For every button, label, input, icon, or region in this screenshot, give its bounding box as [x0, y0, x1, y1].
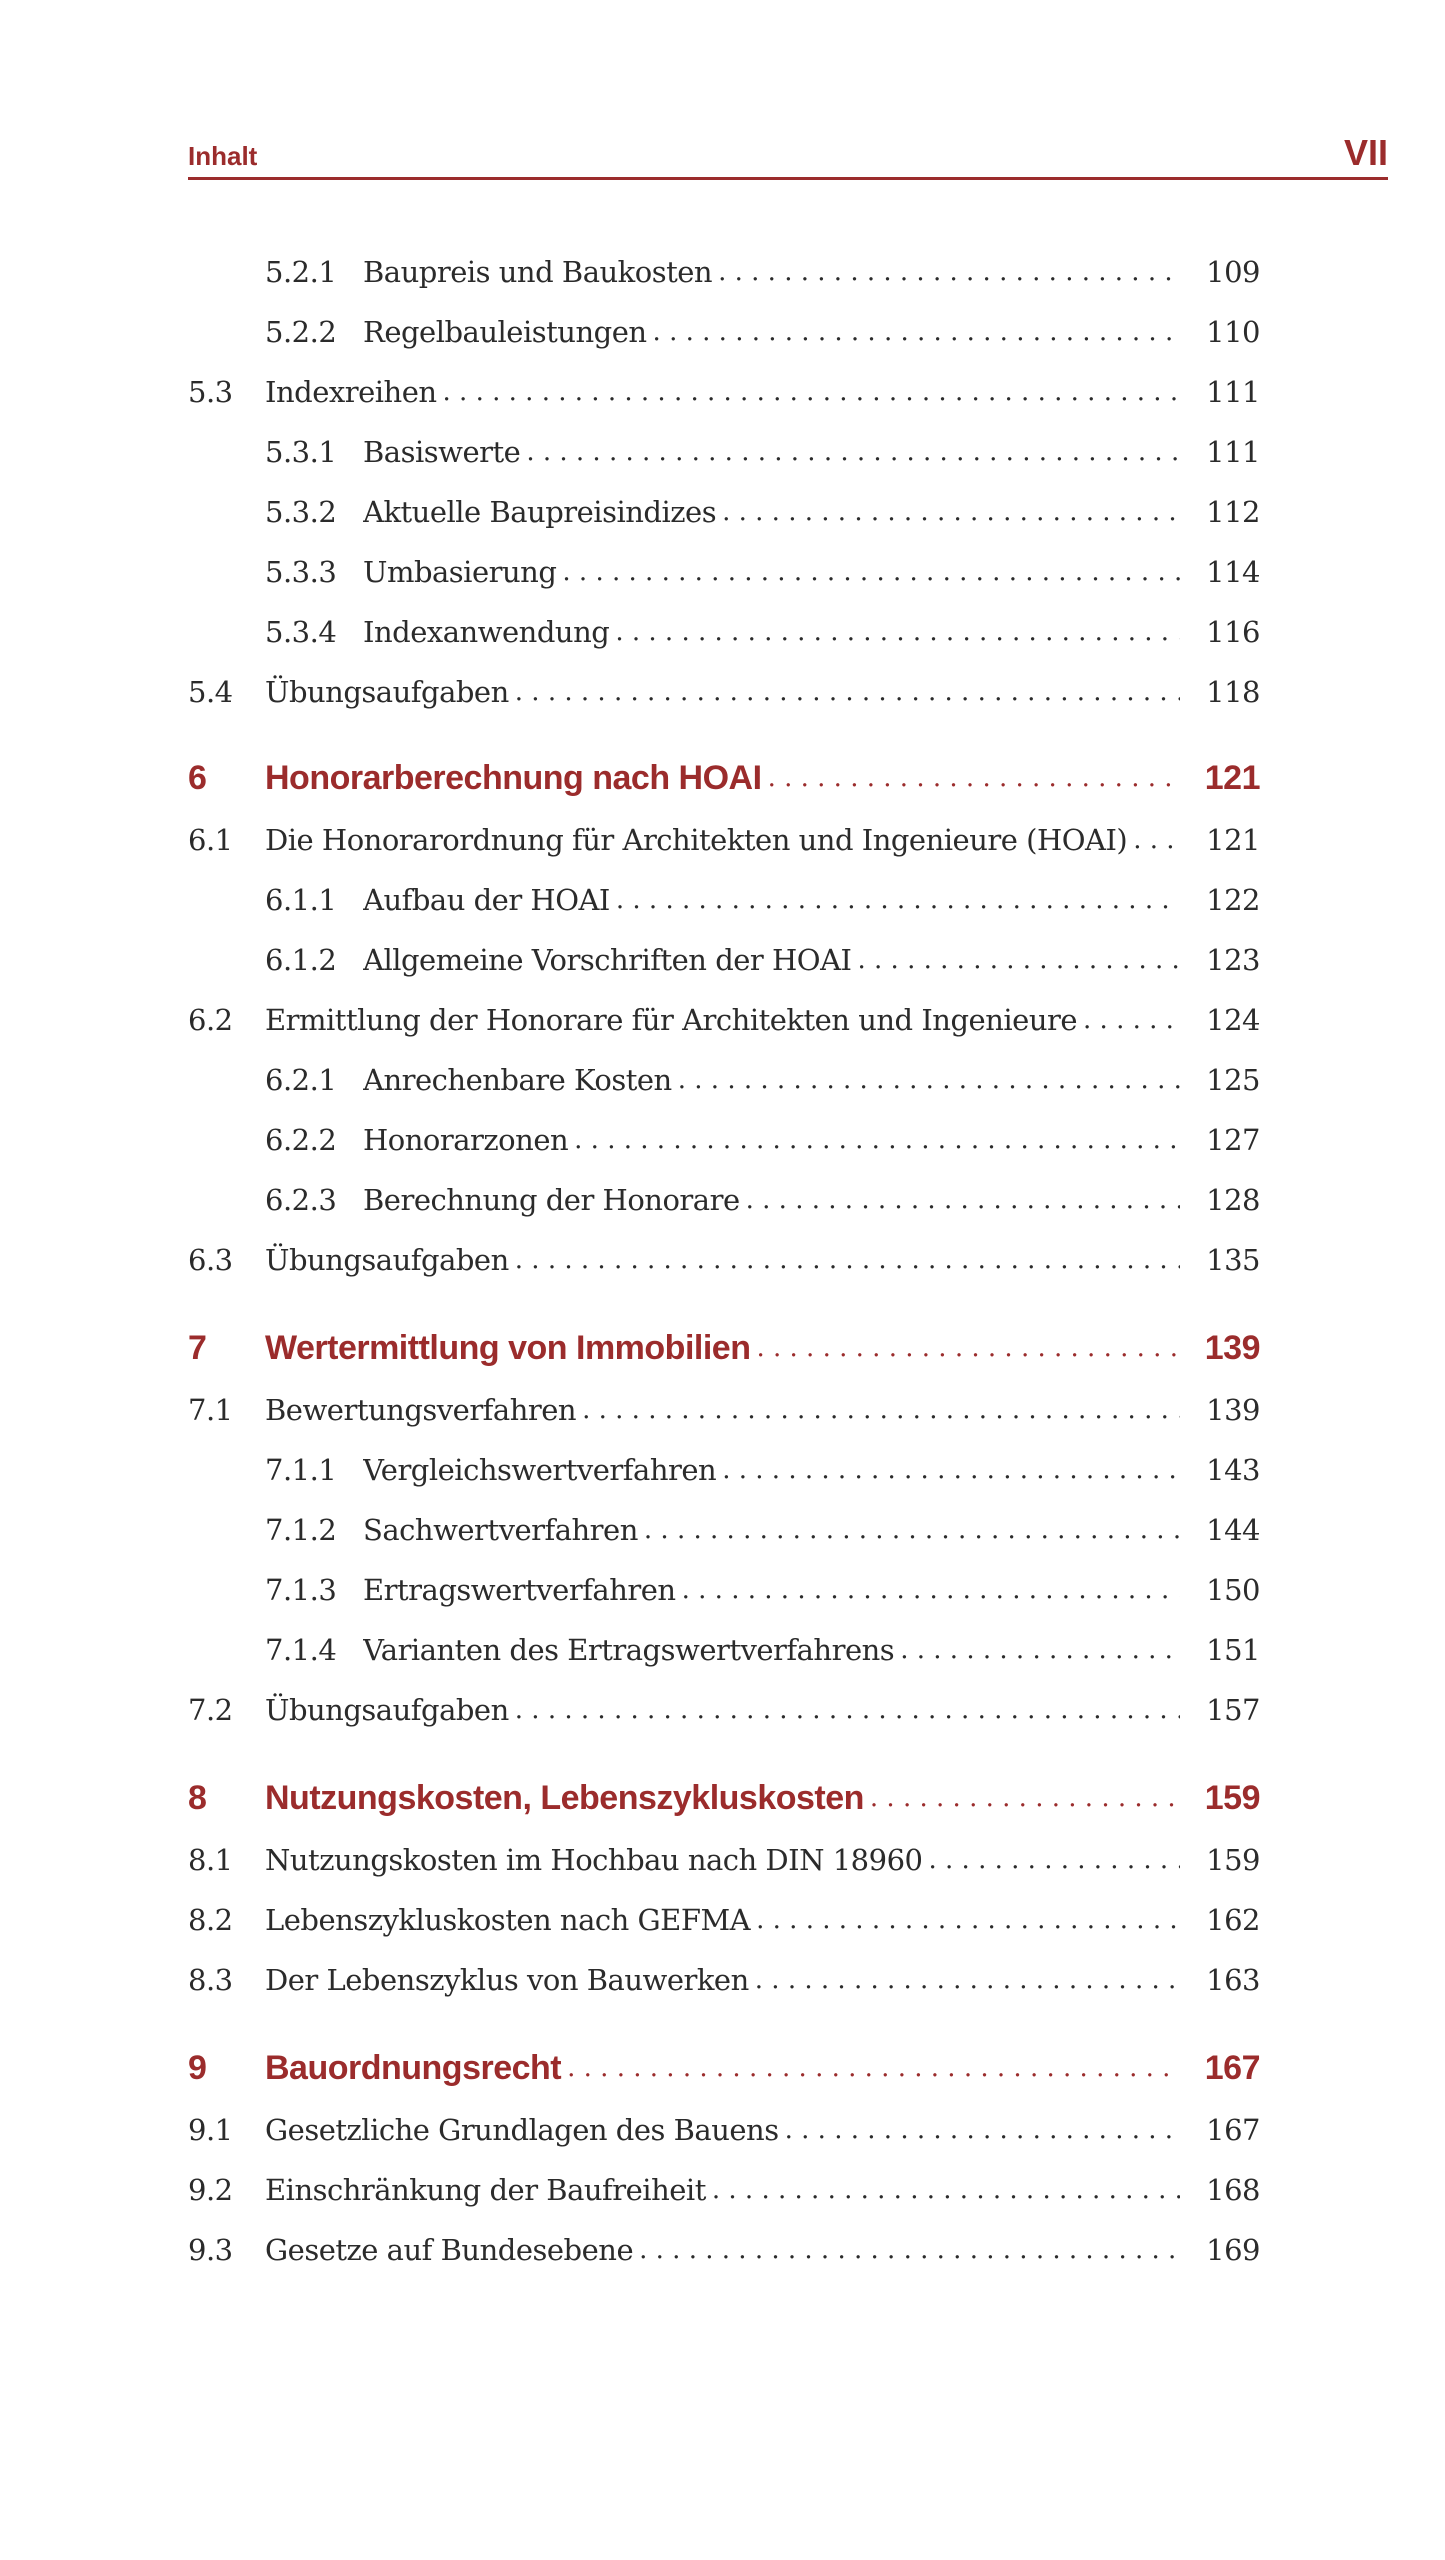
toc-entry[interactable] [0, 1230, 1445, 1290]
dot-leader [922, 1830, 1180, 1890]
dot-leader [633, 2220, 1180, 2280]
entry-title-wrap [265, 2220, 1180, 2280]
dot-leader [712, 242, 1180, 302]
entry-title-wrap [265, 810, 1180, 870]
dot-leader [576, 1380, 1180, 1440]
entry-title-wrap [265, 362, 1180, 422]
dot-leader [1127, 810, 1180, 870]
entry-number: 6.1.2 [265, 943, 337, 977]
entry-title-wrap [265, 1318, 1180, 1378]
entry-page-number: 109 [1206, 255, 1260, 289]
entry-title-wrap [265, 662, 1180, 722]
entry-page-number: 135 [1206, 1243, 1260, 1277]
toc-entry[interactable] [0, 930, 1445, 990]
entry-title: Indexanwendung [363, 615, 610, 649]
entry-title: Der Lebenszyklus von Bauwerken [265, 1963, 749, 1997]
entry-number: 9.3 [188, 2233, 233, 2267]
toc-chapter-entry[interactable] [0, 1768, 1445, 1828]
entry-page-number: 125 [1206, 1063, 1260, 1097]
toc-entry[interactable] [0, 542, 1445, 602]
entry-title: Nutzungskosten, Lebenszykluskosten [265, 1779, 864, 1817]
entry-number: 8.2 [188, 1903, 233, 1937]
entry-number: 6.3 [188, 1243, 233, 1277]
entry-number: 6.2.1 [265, 1063, 337, 1097]
entry-number: 5.2.2 [265, 315, 337, 349]
entry-title-wrap [363, 1170, 1180, 1230]
toc-chapter-entry[interactable] [0, 2038, 1445, 2098]
entry-page-number: 121 [1206, 823, 1260, 857]
entry-page-number: 162 [1206, 1903, 1260, 1937]
entry-number: 7.1 [188, 1393, 233, 1427]
dot-leader [706, 2160, 1180, 2220]
entry-title: Honorarzonen [363, 1123, 569, 1157]
toc-entry[interactable] [0, 1560, 1445, 1620]
entry-page-number: 159 [1206, 1843, 1260, 1877]
entry-title-wrap [363, 1440, 1180, 1500]
toc-chapter-entry[interactable] [0, 1318, 1445, 1378]
entry-number: 5.3.3 [265, 555, 337, 589]
entry-number: 6 [188, 759, 207, 797]
dot-leader [716, 1440, 1180, 1500]
toc-entry[interactable] [0, 1620, 1445, 1680]
page-header [188, 130, 1388, 180]
toc-entry[interactable] [0, 302, 1445, 362]
toc-entry[interactable] [0, 1170, 1445, 1230]
toc-entry[interactable] [0, 242, 1445, 302]
entry-page-number: 167 [1206, 2113, 1260, 2147]
entry-page-number: 139 [1204, 1329, 1260, 1367]
entry-title-wrap [363, 302, 1180, 362]
entry-title: Wertermittlung von Immobilien [265, 1329, 751, 1367]
entry-title: Lebenszykluskosten nach GEFMA [265, 1903, 751, 1937]
entry-title-wrap [265, 1230, 1180, 1290]
entry-page-number: 143 [1206, 1453, 1260, 1487]
entry-title: Nutzungskosten im Hochbau nach DIN 18960 [265, 1843, 923, 1877]
header-rule [188, 177, 1388, 180]
toc-entry[interactable] [0, 2100, 1445, 2160]
entry-number: 8 [188, 1779, 207, 1817]
entry-title: Sachwertverfahren [363, 1513, 638, 1547]
entry-title-wrap [265, 748, 1180, 808]
entry-title: Übungsaufgaben [265, 1693, 509, 1727]
entry-page-number: 122 [1206, 883, 1260, 917]
entry-page-number: 157 [1206, 1693, 1260, 1727]
entry-number: 6.2 [188, 1003, 233, 1037]
toc-entry[interactable] [0, 482, 1445, 542]
toc-entry[interactable] [0, 870, 1445, 930]
entry-page-number: 159 [1204, 1779, 1260, 1817]
entry-title: Umbasierung [363, 555, 557, 589]
dot-leader [556, 542, 1180, 602]
entry-number: 6.1 [188, 823, 233, 857]
dot-leader [638, 1500, 1180, 1560]
entry-title: Basiswerte [363, 435, 521, 469]
entry-title: Gesetzliche Grundlagen des Bauens [265, 2113, 779, 2147]
entry-page-number: 139 [1206, 1393, 1260, 1427]
entry-number: 5.3.4 [265, 615, 337, 649]
entry-title-wrap [265, 1830, 1180, 1890]
entry-title-wrap [363, 1620, 1180, 1680]
entry-title: Honorarberechnung nach HOAI [265, 759, 762, 797]
entry-page-number: 169 [1206, 2233, 1260, 2267]
dot-leader [851, 930, 1180, 990]
toc-entry[interactable] [0, 2160, 1445, 2220]
dot-leader [561, 2038, 1180, 2098]
entry-title: Bauordnungsrecht [265, 2049, 562, 2087]
entry-page-number: 111 [1206, 375, 1260, 409]
entry-number: 9 [188, 2049, 207, 2087]
entry-title-wrap [265, 1890, 1180, 1950]
entry-page-number: 123 [1206, 943, 1260, 977]
entry-title-wrap [363, 1050, 1180, 1110]
entry-page-number: 124 [1206, 1003, 1260, 1037]
entry-title-wrap [363, 542, 1180, 602]
dot-leader [716, 482, 1180, 542]
toc-entry[interactable] [0, 422, 1445, 482]
entry-page-number: 128 [1206, 1183, 1260, 1217]
entry-number: 5.3.2 [265, 495, 337, 529]
entry-number: 7.2 [188, 1693, 233, 1727]
toc-entry[interactable] [0, 990, 1445, 1050]
entry-number: 8.3 [188, 1963, 233, 1997]
dot-leader [568, 1110, 1180, 1170]
entry-title-wrap [265, 1680, 1180, 1740]
entry-number: 5.4 [188, 675, 233, 709]
dot-leader [676, 1560, 1180, 1620]
entry-page-number: 121 [1204, 759, 1260, 797]
entry-page-number: 111 [1206, 435, 1260, 469]
toc-entry[interactable] [0, 1380, 1445, 1440]
entry-title: Ermittlung der Honorare für Architekten und Ingenieure [265, 1003, 1078, 1037]
dot-leader [520, 422, 1180, 482]
entry-title-wrap [363, 242, 1180, 302]
toc-entry[interactable] [0, 1950, 1445, 2010]
entry-number: 7.1.3 [265, 1573, 337, 1607]
entry-title-wrap [265, 1380, 1180, 1440]
dot-leader [509, 662, 1180, 722]
entry-title-wrap [265, 2038, 1180, 2098]
toc-entry[interactable] [0, 602, 1445, 662]
toc-entry[interactable] [0, 810, 1445, 870]
entry-page-number: 118 [1206, 675, 1260, 709]
entry-page-number: 167 [1204, 2049, 1260, 2087]
dot-leader [762, 748, 1180, 808]
entry-page-number: 163 [1206, 1963, 1260, 1997]
dot-leader [864, 1768, 1180, 1828]
toc-entry[interactable] [0, 1050, 1445, 1110]
entry-number: 7 [188, 1329, 207, 1367]
entry-number: 5.3.1 [265, 435, 337, 469]
entry-page-number: 150 [1206, 1573, 1260, 1607]
entry-title-wrap [265, 1768, 1180, 1828]
toc-chapter-entry[interactable] [0, 748, 1445, 808]
toc-entry[interactable] [0, 1500, 1445, 1560]
toc-entry[interactable] [0, 1680, 1445, 1740]
entry-page-number: 114 [1206, 555, 1260, 589]
entry-title: Aktuelle Baupreisindizes [363, 495, 717, 529]
entry-title-wrap [363, 482, 1180, 542]
dot-leader [647, 302, 1180, 362]
dot-leader [509, 1230, 1180, 1290]
entry-page-number: 151 [1206, 1633, 1260, 1667]
entry-page-number: 168 [1206, 2173, 1260, 2207]
dot-leader [610, 870, 1180, 930]
entry-title-wrap [363, 870, 1180, 930]
dot-leader [750, 1890, 1180, 1950]
entry-title: Regelbauleistungen [363, 315, 647, 349]
entry-title-wrap [363, 1560, 1180, 1620]
running-head: Inhalt [188, 141, 258, 171]
dot-leader [1077, 990, 1180, 1050]
toc-entry[interactable] [0, 362, 1445, 422]
entry-title-wrap [363, 602, 1180, 662]
entry-title: Varianten des Ertragswertverfahrens [363, 1633, 895, 1667]
entry-number: 6.2.2 [265, 1123, 337, 1157]
entry-title: Ertragswertverfahren [363, 1573, 676, 1607]
entry-title: Baupreis und Baukosten [363, 255, 713, 289]
entry-title-wrap [265, 990, 1180, 1050]
entry-page-number: 127 [1206, 1123, 1260, 1157]
toc-entry[interactable] [0, 1110, 1445, 1170]
entry-title: Übungsaufgaben [265, 675, 509, 709]
entry-title: Vergleichswertverfahren [363, 1453, 717, 1487]
entry-number: 7.1.1 [265, 1453, 337, 1487]
entry-number: 5.2.1 [265, 255, 337, 289]
entry-title: Bewertungsverfahren [265, 1393, 577, 1427]
page-number: VII [1343, 132, 1388, 173]
toc-entry[interactable] [0, 2220, 1445, 2280]
dot-leader [779, 2100, 1180, 2160]
entry-number: 5.3 [188, 375, 233, 409]
dot-leader [740, 1170, 1180, 1230]
dot-leader [509, 1680, 1180, 1740]
entry-title-wrap [363, 1110, 1180, 1170]
entry-title: Gesetze auf Bundesebene [265, 2233, 634, 2267]
entry-number: 9.2 [188, 2173, 233, 2207]
entry-title-wrap [363, 930, 1180, 990]
entry-title-wrap [363, 422, 1180, 482]
entry-page-number: 144 [1206, 1513, 1260, 1547]
entry-title: Übungsaufgaben [265, 1243, 509, 1277]
entry-title-wrap [363, 1500, 1180, 1560]
toc-entry[interactable] [0, 1830, 1445, 1890]
entry-number: 9.1 [188, 2113, 233, 2147]
entry-title: Die Honorarordnung für Architekten und Ingenieure (HOAI) [265, 823, 1128, 857]
dot-leader [749, 1950, 1180, 2010]
dot-leader [437, 362, 1180, 422]
dot-leader [894, 1620, 1180, 1680]
entry-title-wrap [265, 2100, 1180, 2160]
dot-leader [750, 1318, 1180, 1378]
entry-number: 6.2.3 [265, 1183, 337, 1217]
entry-title: Indexreihen [265, 375, 437, 409]
entry-number: 7.1.4 [265, 1633, 337, 1667]
toc-entry[interactable] [0, 1440, 1445, 1500]
entry-title-wrap [265, 2160, 1180, 2220]
entry-title: Aufbau der HOAI [363, 883, 610, 917]
entry-title: Berechnung der Honorare [363, 1183, 740, 1217]
entry-page-number: 110 [1206, 315, 1260, 349]
entry-page-number: 116 [1206, 615, 1260, 649]
entry-title-wrap [265, 1950, 1180, 2010]
entry-page-number: 112 [1206, 495, 1260, 529]
entry-title: Anrechenbare Kosten [363, 1063, 672, 1097]
dot-leader [672, 1050, 1180, 1110]
dot-leader [609, 602, 1180, 662]
toc-entry[interactable] [0, 1890, 1445, 1950]
entry-number: 8.1 [188, 1843, 233, 1877]
entry-title: Allgemeine Vorschriften der HOAI [363, 943, 852, 977]
entry-number: 6.1.1 [265, 883, 337, 917]
entry-title: Einschränkung der Baufreiheit [265, 2173, 706, 2207]
toc-entry[interactable] [0, 662, 1445, 722]
entry-number: 7.1.2 [265, 1513, 337, 1547]
